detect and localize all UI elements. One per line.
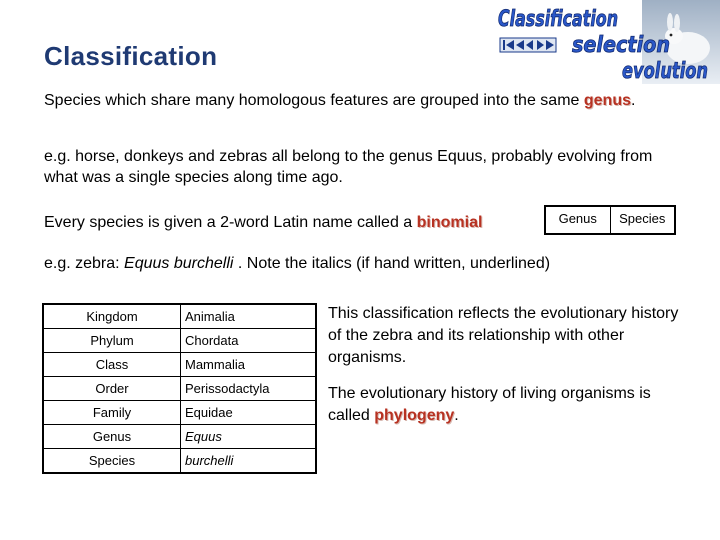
genus-definition: [44, 90, 644, 111]
binomial-species-cell: Species: [619, 211, 666, 226]
term-genus: genus: [583, 92, 631, 109]
logo-word-evolution: evolution: [622, 59, 708, 84]
table-row: [43, 401, 316, 425]
table-row: [43, 329, 316, 353]
value-cell: burchelli: [181, 449, 317, 474]
table-row: [43, 353, 316, 377]
binomial-definition: [44, 212, 482, 233]
term-phylogeny: phylogeny: [374, 407, 455, 424]
genus-definition-end: .: [631, 92, 636, 109]
logo-word-classification: Classification: [498, 7, 618, 32]
phylogeny-definition: [328, 383, 688, 427]
binomial-parts-box: [544, 205, 676, 235]
binomial-genus-cell: Genus: [546, 207, 611, 233]
classification-table: [42, 303, 317, 474]
evolutionary-history-note: This classification reflects the evolutionary history of the zebra and its relationship with other organisms.: [328, 305, 679, 366]
rank-cell: Order: [43, 377, 181, 401]
value-cell: Perissodactyla: [181, 377, 317, 401]
phylogeny-definition-end: .: [454, 407, 459, 424]
classification-selection-evolution-logo: [492, 0, 720, 84]
phylogeny-definition-text: The evolutionary history of living organisms is called: [328, 385, 651, 424]
binomial-definition-text: Every species is given a 2-word Latin name called a: [44, 214, 417, 231]
table-row: [43, 304, 316, 329]
page-title: Classification: [44, 41, 218, 71]
table-row: [43, 377, 316, 401]
zebra-binomial-name: Equus burchelli: [124, 255, 234, 272]
term-binomial: binomial: [416, 214, 483, 231]
zebra-example: [44, 253, 550, 274]
value-cell: Equus: [181, 425, 317, 449]
rank-cell: Kingdom: [43, 304, 181, 329]
value-cell: Mammalia: [181, 353, 317, 377]
table-row: [43, 425, 316, 449]
table-row: [43, 449, 316, 474]
logo-word-selection: selection: [572, 33, 670, 58]
genus-definition-text: Species which share many homologous features are grouped into the same: [44, 92, 584, 109]
value-cell: Animalia: [181, 304, 317, 329]
rank-cell: Genus: [43, 425, 181, 449]
rank-cell: Family: [43, 401, 181, 425]
rank-cell: Species: [43, 449, 181, 474]
zebra-example-prefix: e.g. zebra:: [44, 255, 125, 272]
value-cell: Equidae: [181, 401, 317, 425]
rank-cell: Class: [43, 353, 181, 377]
value-cell: Chordata: [181, 329, 317, 353]
navigation-arrows-icon: [500, 38, 556, 52]
rank-cell: Phylum: [43, 329, 181, 353]
zebra-example-note: . Note the italics (if hand written, underlined): [233, 255, 551, 272]
equus-example: e.g. horse, donkeys and zebras all belong to the genus Equus, probably evolving from what was a single species along time ago.: [44, 148, 653, 186]
